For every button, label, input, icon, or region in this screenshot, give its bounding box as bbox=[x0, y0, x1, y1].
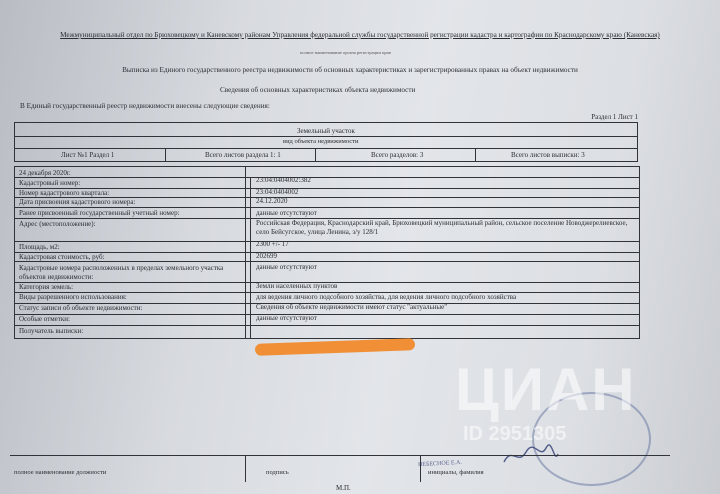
redaction-mark bbox=[255, 338, 415, 356]
special-marks: данные отсутствуют bbox=[256, 314, 317, 322]
object-header-table bbox=[14, 122, 638, 162]
agency-caption: полное наименование органа регистрации прав bbox=[300, 50, 391, 55]
watermark-id: ID 2951305 bbox=[463, 423, 567, 445]
signature-caption: подпись bbox=[266, 469, 289, 476]
row-label: Площадь, м2: bbox=[19, 243, 60, 251]
extract-date: 24 декабря 2020г. bbox=[19, 169, 71, 177]
row-label: Кадастровые номера расположенных в пределах земельного участка объектов недвижимости: bbox=[19, 264, 224, 281]
previous-number: данные отсутствуют bbox=[256, 209, 317, 217]
address: Российская Федерация, Краснодарский край, Брюховецкий муниципальный район, сельское поселение Новоджерелиевское, село Бейсугское, улица Ленина, з/у 128/1 bbox=[256, 219, 628, 236]
signature-footer bbox=[10, 455, 670, 482]
sheet-number: Лист №1 Раздел 1 bbox=[61, 151, 115, 159]
cadastral-quarter: 23:04:0404002 bbox=[256, 188, 299, 196]
total-pages: Всего листов выписки: 3 bbox=[511, 151, 585, 159]
intro-text: В Единый государственный реестр недвижимости внесены следующие сведения: bbox=[20, 102, 270, 110]
object-type-caption: вид объекта недвижимости bbox=[283, 138, 359, 145]
row-label: Дата присвоения кадастрового номера: bbox=[19, 198, 136, 206]
section-heading: Сведения об основных характеристиках объекта недвижимости bbox=[220, 86, 416, 94]
total-sections: Всего разделов: 3 bbox=[371, 151, 424, 159]
section-sheet-label: Раздел 1 Лист 1 bbox=[591, 113, 638, 121]
cian-watermark bbox=[455, 355, 637, 445]
row-label: Ранее присвоенный государственный учетный номер: bbox=[19, 209, 180, 217]
row-label: Номер кадастрового квартала: bbox=[19, 189, 110, 197]
characteristics-table bbox=[14, 166, 640, 339]
row-label: Категория земель: bbox=[19, 283, 74, 291]
total-sheets-section: Всего листов раздела 1: 1 bbox=[205, 151, 281, 159]
seal-place: М.П. bbox=[336, 484, 351, 492]
area: 2300 +/- 17 bbox=[256, 240, 289, 248]
land-category: Земли населенных пунктов bbox=[256, 282, 338, 290]
permitted-use: для ведения личного подсобного хозяйства, для ведения личного подсобного хозяйства bbox=[256, 293, 517, 301]
initials-caption: инициалы, фамилия bbox=[428, 469, 484, 476]
row-label: Кадастровый номер: bbox=[19, 179, 81, 187]
object-type: Земельный участок bbox=[297, 127, 355, 135]
cadastral-number: 23:04:0404002:382 bbox=[256, 176, 311, 184]
watermark-logo: ЦИАН bbox=[455, 356, 637, 423]
stamp-name: НЕБЕСНОЕ Е.А. bbox=[417, 459, 463, 469]
objects-within: данные отсутствуют bbox=[256, 263, 317, 271]
row-label: Кадастровая стоимость, руб: bbox=[19, 253, 105, 261]
cadastral-value: 202699 bbox=[256, 252, 277, 260]
row-label: Особые отметки: bbox=[19, 315, 70, 323]
row-label: Статус записи об объекте недвижимости: bbox=[19, 304, 143, 312]
row-label: Виды разрешенного использования: bbox=[19, 293, 127, 301]
document-title: Выписка из Единого государственного реестра недвижимости об основных характеристиках и зарегистрированных правах на объект недвижимости bbox=[122, 66, 578, 74]
row-label: Адрес (местоположение): bbox=[19, 220, 96, 228]
position-caption: полное наименование должности bbox=[14, 469, 107, 476]
record-status: Сведения об объекте недвижимости имеют статус "актуальные" bbox=[256, 303, 448, 311]
agency-name: Межмуниципальный отдел по Брюховецкому и Каневскому районам Управления федеральной службы государственной регистрации кадастра и картографии по Краснодарскому краю (Каневская) bbox=[60, 31, 660, 39]
assignment-date: 24.12.2020 bbox=[256, 197, 288, 205]
row-label: Получатель выписки: bbox=[19, 327, 84, 335]
